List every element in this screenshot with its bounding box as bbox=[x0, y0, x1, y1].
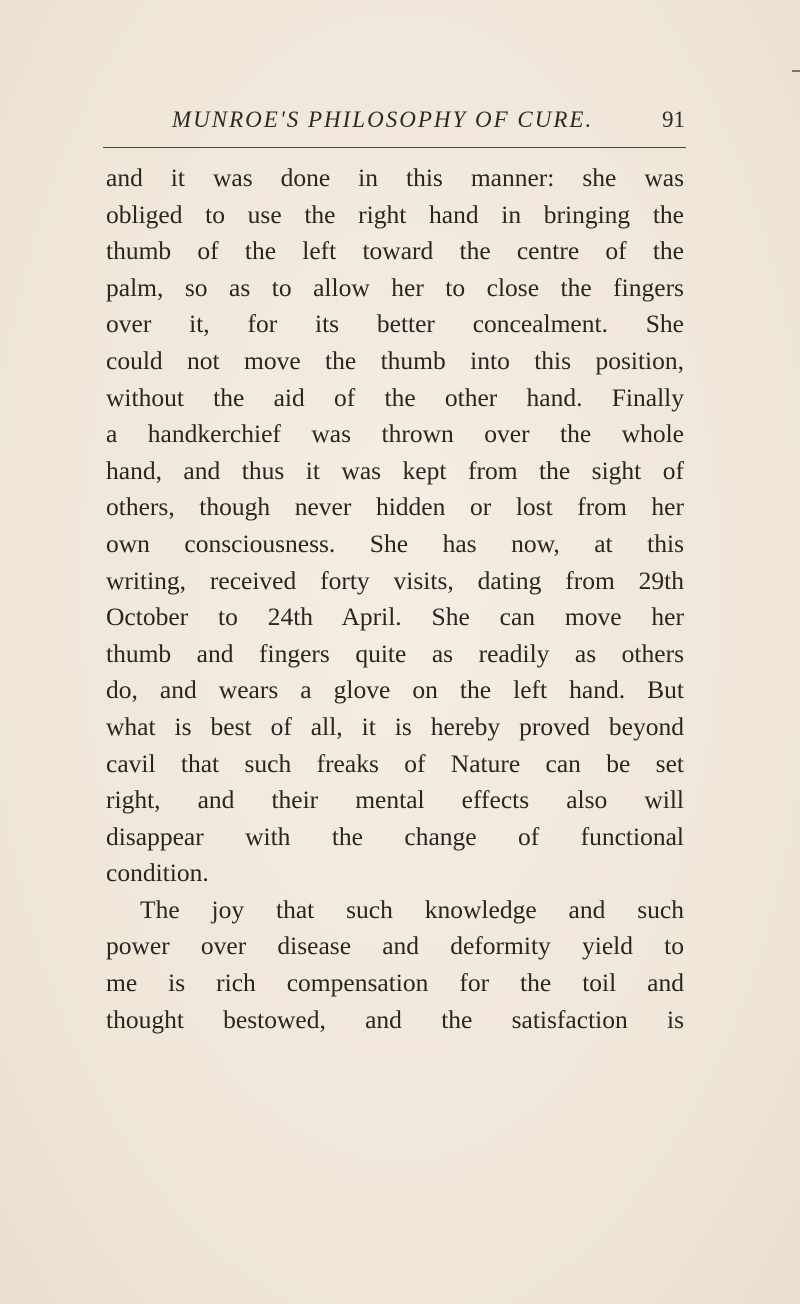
text-line: could not move the thumb into this position, bbox=[106, 345, 684, 375]
text-line: right, and their mental effects also will bbox=[106, 785, 684, 815]
text-line: obliged to use the right hand in bringing the bbox=[106, 199, 684, 229]
text-line: others, though never hidden or lost from her bbox=[106, 492, 684, 522]
text-line: thumb and fingers quite as readily as others bbox=[106, 638, 684, 668]
text-line: palm, so as to allow her to close the fingers bbox=[106, 272, 684, 302]
body-text bbox=[106, 160, 684, 1038]
text-line: writing, received forty visits, dating from 29th bbox=[106, 565, 684, 595]
running-head bbox=[110, 107, 685, 141]
page-edge-mark bbox=[792, 70, 800, 72]
text-line: without the aid of the other hand. Finally bbox=[106, 382, 684, 412]
text-line: power over disease and deformity yield to bbox=[106, 931, 684, 961]
text-line: cavil that such freaks of Nature can be set bbox=[106, 748, 684, 778]
text-line: and it was done in this manner: she was bbox=[106, 163, 684, 192]
header-rule bbox=[103, 147, 686, 148]
text-line: a handkerchief was thrown over the whole bbox=[106, 419, 684, 449]
text-line: condition. bbox=[106, 858, 209, 888]
text-line: The joy that such knowledge and such bbox=[140, 894, 684, 924]
text-line: what is best of all, it is hereby proved beyond bbox=[106, 711, 684, 741]
text-line: thought bestowed, and the satisfaction is bbox=[106, 1004, 684, 1034]
text-line: do, and wears a glove on the left hand. But bbox=[106, 675, 684, 705]
page-number: 91 bbox=[662, 107, 685, 132]
text-line: hand, and thus it was kept from the sight of bbox=[106, 455, 684, 485]
text-line: over it, for its better concealment. She bbox=[106, 309, 684, 339]
text-line: disappear with the change of functional bbox=[106, 821, 684, 851]
text-line: me is rich compensation for the toil and bbox=[106, 968, 684, 998]
text-line: October to 24th April. She can move her bbox=[106, 602, 684, 632]
running-title: MUNROE'S PHILOSOPHY OF CURE. bbox=[172, 107, 594, 132]
text-line: thumb of the left toward the centre of the bbox=[106, 236, 684, 266]
text-line: own consciousness. She has now, at this bbox=[106, 528, 684, 558]
